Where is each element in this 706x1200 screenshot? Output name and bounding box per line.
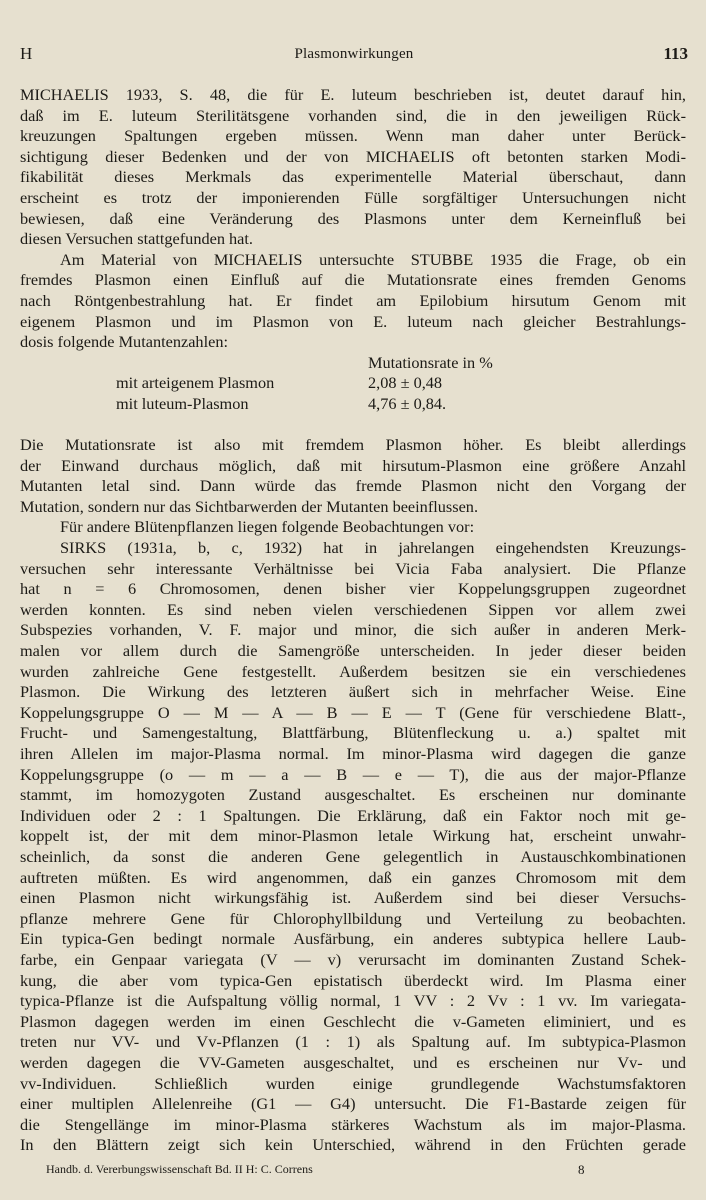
text-line: stammt, im homozygoten Zustand ausgeschaltet. Es erscheinen nur dominante [20, 785, 686, 805]
text-line: kung, die aber vom typica-Gen epistatisch überdeckt wird. Im Plasma einer [20, 970, 686, 990]
text-line: scheinlich, da sonst die anderen Gene gelegentlich in Austauschkombinationen [20, 846, 686, 866]
text-line: Individuen oder 2 : 1 Spaltungen. Die Erklärung, daß ein Faktor noch mit ge- [20, 805, 686, 825]
paragraph [20, 538, 686, 1156]
text-line: wurden zahlreiche Gene festgestellt. Außerdem besitzen sie ein verschiedenes [20, 661, 686, 681]
paragraph [20, 517, 686, 538]
text-line: koppelt ist, der mit dem minor-Plasmon letale Wirkung hat, erscheint unwahr- [20, 826, 686, 846]
text-line: eigenem Plasmon und im Plasmon von E. luteum nach gleicher Bestrahlungs- [20, 311, 686, 331]
text-line: MICHAELIS 1933, S. 48, die für E. luteum beschrieben ist, deutet darauf hin, [20, 85, 686, 104]
text-line: treten nur VV- und Vv-Pflanzen (1 : 1) als Spaltung auf. Im subtypica-Plasmon [20, 1032, 686, 1052]
text-line: dosis folgende Mutantenzahlen: [20, 332, 228, 352]
text-line: Plasmon dagegen werden im einen Geschlecht die v-Gameten eliminiert, und es [20, 1011, 686, 1031]
text-line: nach Röntgenbestrahlung hat. Er findet am Epilobium hirsutum Genom mit [20, 290, 686, 310]
text-line: vv-Individuen. Schließlich wurden einige grundlegende Wachstumsfaktoren [20, 1073, 686, 1093]
table-header-row [20, 353, 686, 374]
table-row-value: 4,76 ± 0,84. [368, 393, 447, 413]
text-line: farbe, ein Genpaar variegata (V — v) verursacht im dominanten Zustand Schek- [20, 949, 686, 969]
paragraph [20, 250, 686, 353]
text-line: Koppelungsgruppe (o — m — a — B — e — T), die aus der major-Pflanze [20, 764, 686, 784]
page-number: 113 [663, 44, 688, 63]
text-line: SIRKS (1931a, b, c, 1932) hat in jahrelangen eingehendsten Kreuzungs- [60, 538, 686, 558]
text-line: In den Blättern zeigt sich kein Unterschied, während in den Früchten gerade [20, 1135, 686, 1155]
text-line: Subspezies vorhanden, V. F. major und minor, die sich außer in anderen Merk- [20, 620, 686, 640]
text-line: Mutation, sondern nur das Sichtbarwerden der Mutanten beeinflussen. [20, 496, 479, 516]
text-line: Am Material von MICHAELIS untersuchte STUBBE 1935 die Frage, ob ein [60, 249, 686, 269]
paragraph [20, 435, 686, 517]
text-line: werden dagegen die VV-Gameten ausgeschaltet, und es erscheinen nur Vv- und [20, 1052, 686, 1072]
running-title: Plasmonwirkungen [294, 46, 414, 62]
text-line: versuchen sehr interessante Verhältnisse bei Vicia Faba analysiert. Die Pflanze [20, 558, 686, 578]
text-line: Koppelungsgruppe O — M — A — B — E — T (Gene für verschiedene Blatt-, [20, 702, 686, 722]
footer-signature: 8 [578, 1162, 585, 1177]
text-line: einen Plasmon nicht wirkungsfähig ist. Außerdem sind bei dieser Versuchs- [20, 888, 686, 908]
text-line: bewiesen, daß eine Veränderung des Plasmons unter dem Kerneinfluß bei [20, 208, 686, 228]
text-line: malen vor allem durch die Samengröße unterscheiden. In jeder dieser beiden [20, 641, 686, 661]
text-line: Frucht- und Samengestaltung, Blattfärbung, Blütenfleckung u. a.) spaltet mit [20, 723, 686, 743]
text-line: Ein typica-Gen bedingt normale Ausfärbung, ein anderes subtypica hellere Laub- [20, 929, 686, 949]
table-header: Mutationsrate in % [368, 352, 493, 372]
text-line: Für andere Blütenpflanzen liegen folgende Beobachtungen vor: [60, 517, 475, 537]
text-line: fikabilität dieses Merkmals das experimentelle Material überschaut, dann [20, 167, 686, 187]
text-line: die Stengellänge im minor-Plasma stärkeres Wachstum als im major-Plasma. [20, 1114, 686, 1134]
table-row [20, 394, 686, 415]
running-header [20, 44, 688, 70]
text-line: Die Mutationsrate ist also mit fremdem Plasmon höher. Es bleibt allerdings [20, 435, 686, 455]
paragraph [20, 85, 686, 250]
body-text [20, 85, 686, 1156]
text-line: typica-Pflanze ist die Aufspaltung völlig normal, 1 VV : 2 Vv : 1 vv. Im variegata- [20, 991, 686, 1011]
text-line: hat n = 6 Chromosomen, denen bisher vier Koppelungsgruppen zugeordnet [20, 579, 686, 599]
table-row [20, 373, 686, 394]
table-row-label: mit arteigenem Plasmon [116, 373, 275, 393]
text-line: auftreten müßten. Es wird angenommen, daß ein ganzes Chromosom mit dem [20, 867, 686, 887]
text-line: kreuzungen Spaltungen ergeben müssen. Wenn man daher unter Berück- [20, 126, 686, 146]
text-line: Mutanten letal sind. Dann würde das fremde Plasmon nicht den Vorgang der [20, 476, 686, 496]
text-line: daß im E. luteum Sterilitätsgene vorhanden sind, die in den jeweiligen Rück- [20, 105, 686, 125]
text-line: erscheint es trotz der imponierenden Fülle sorgfältiger Untersuchungen nicht [20, 187, 686, 207]
text-line: sichtigung dieser Bedenken und der von MICHAELIS oft betonten starken Modi- [20, 146, 686, 166]
table-row-label: mit luteum-Plasmon [116, 393, 249, 413]
text-line: pflanze mehrere Gene für Chlorophyllbildung und Verteilung zu beobachten. [20, 908, 686, 928]
text-line: diesen Versuchen stattgefunden hat. [20, 229, 253, 249]
text-line: fremdes Plasmon einen Einfluß auf die Mutationsrate eines fremden Genoms [20, 270, 686, 290]
section-letter: H [20, 44, 33, 63]
text-line: Plasmon. Die Wirkung des letzteren äußert sich in mehrfacher Weise. Eine [20, 682, 686, 702]
table-row-value: 2,08 ± 0,48 [368, 373, 443, 393]
text-line: der Einwand durchaus möglich, daß mit hirsutum-Plasmon eine größere Anzahl [20, 455, 686, 475]
text-line: ihren Allelen im major-Plasma normal. Im minor-Plasma wird dagegen die ganze [20, 744, 686, 763]
text-line: einer multiplen Allelenreihe (G1 — G4) untersucht. Die F1-Bastarde zeigen für [20, 1094, 686, 1114]
footer-source: Handb. d. Vererbungswissenschaft Bd. II H: C. Correns [46, 1162, 313, 1176]
text-line: werden konnten. Es sind neben vielen verschiedenen Sippen vor allem zwei [20, 599, 686, 619]
